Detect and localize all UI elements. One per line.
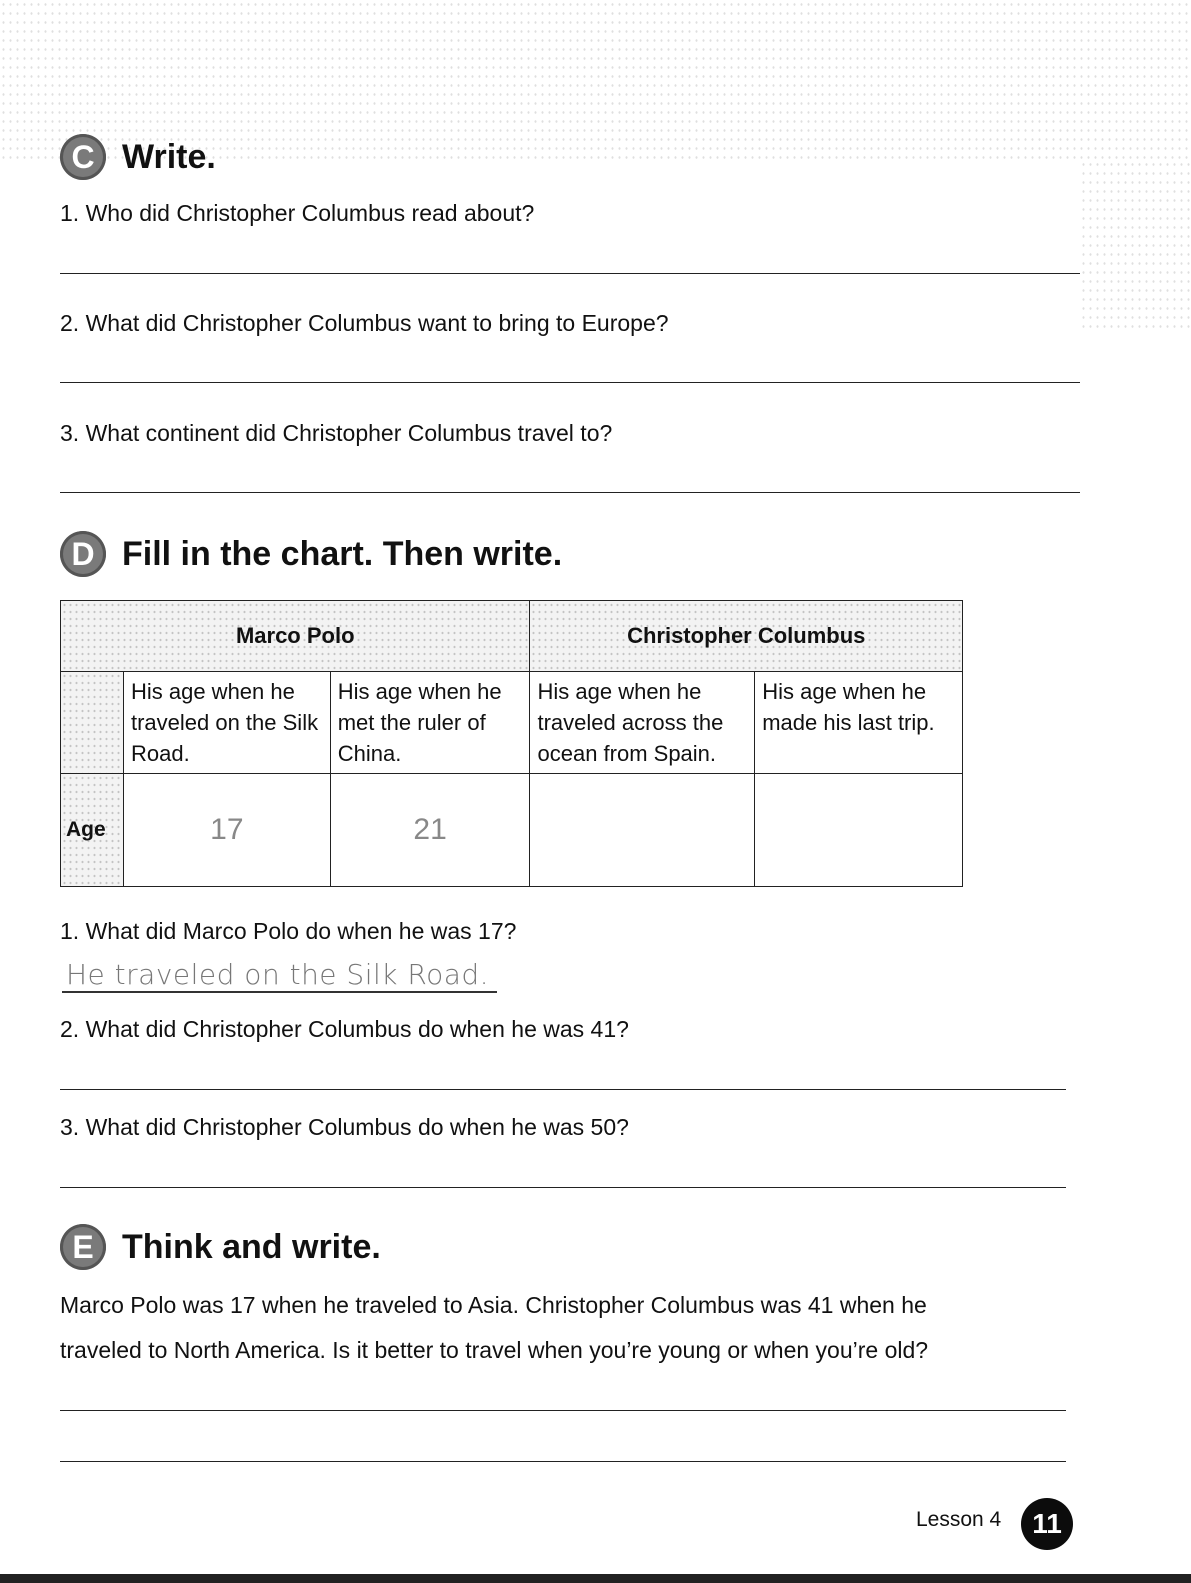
answer-line-c1[interactable]	[60, 273, 1080, 274]
age-row-label: Age	[61, 774, 124, 887]
section-d-question-1: 1. What did Marco Polo do when he was 17?	[60, 918, 517, 944]
chart-header-row	[61, 601, 963, 672]
section-d-answer-1[interactable]: He traveled on the Silk Road.	[62, 958, 497, 993]
section-d-title: Fill in the chart. Then write.	[122, 534, 563, 573]
header-marco-polo: Marco Polo	[61, 601, 530, 672]
section-e-prompt-line-2: traveled to North America. Is it better to travel when you’re young or when you’re old?	[60, 1337, 929, 1363]
section-e-prompt-line-1: Marco Polo was 17 when he traveled to Asia. Christopher Columbus was 41 when he	[60, 1292, 927, 1318]
section-d-badge: D	[60, 531, 106, 577]
description-cell: His age when he traveled across the ocean from Spain.	[530, 672, 755, 774]
section-c-question-1: 1. Who did Christopher Columbus read about?	[60, 200, 535, 226]
answer-line-c3[interactable]	[60, 492, 1080, 493]
lesson-label: Lesson 4	[916, 1508, 1002, 1531]
answer-line-e2[interactable]	[60, 1461, 1066, 1462]
section-d-header	[60, 531, 562, 577]
header-christopher-columbus: Christopher Columbus	[530, 601, 963, 672]
section-e-badge: E	[60, 1224, 106, 1270]
chart-age-row	[61, 774, 963, 887]
age-chart	[60, 600, 963, 887]
description-cell: His age when he traveled on the Silk Road.	[123, 672, 330, 774]
age-cell-silk-road[interactable]: 17	[123, 774, 330, 887]
answer-line-e1[interactable]	[60, 1410, 1066, 1411]
section-c-question-2: 2. What did Christopher Columbus want to bring to Europe?	[60, 310, 669, 336]
answer-line-c2[interactable]	[60, 382, 1080, 383]
empty-corner-cell	[61, 672, 124, 774]
age-cell-ocean-crossing[interactable]	[530, 774, 755, 887]
section-e-title: Think and write.	[122, 1227, 381, 1266]
age-cell-last-trip[interactable]	[755, 774, 963, 887]
section-c-header	[60, 134, 216, 180]
section-c-title: Write.	[122, 137, 216, 176]
section-c-question-3: 3. What continent did Christopher Columbus travel to?	[60, 420, 613, 446]
section-d-question-2: 2. What did Christopher Columbus do when he was 41?	[60, 1016, 629, 1042]
section-d-question-3: 3. What did Christopher Columbus do when he was 50?	[60, 1114, 629, 1140]
page-number: 11	[1021, 1498, 1073, 1550]
answer-line-d3[interactable]	[60, 1187, 1066, 1188]
scan-bottom-edge	[0, 1574, 1191, 1583]
section-c-badge: C	[60, 134, 106, 180]
age-cell-met-ruler[interactable]: 21	[330, 774, 530, 887]
description-cell: His age when he made his last trip.	[755, 672, 963, 774]
description-cell: His age when he met the ruler of China.	[330, 672, 530, 774]
section-e-header	[60, 1224, 381, 1270]
chart-description-row	[61, 672, 963, 774]
scan-texture-right	[1080, 160, 1191, 330]
answer-line-d2[interactable]	[60, 1089, 1066, 1090]
